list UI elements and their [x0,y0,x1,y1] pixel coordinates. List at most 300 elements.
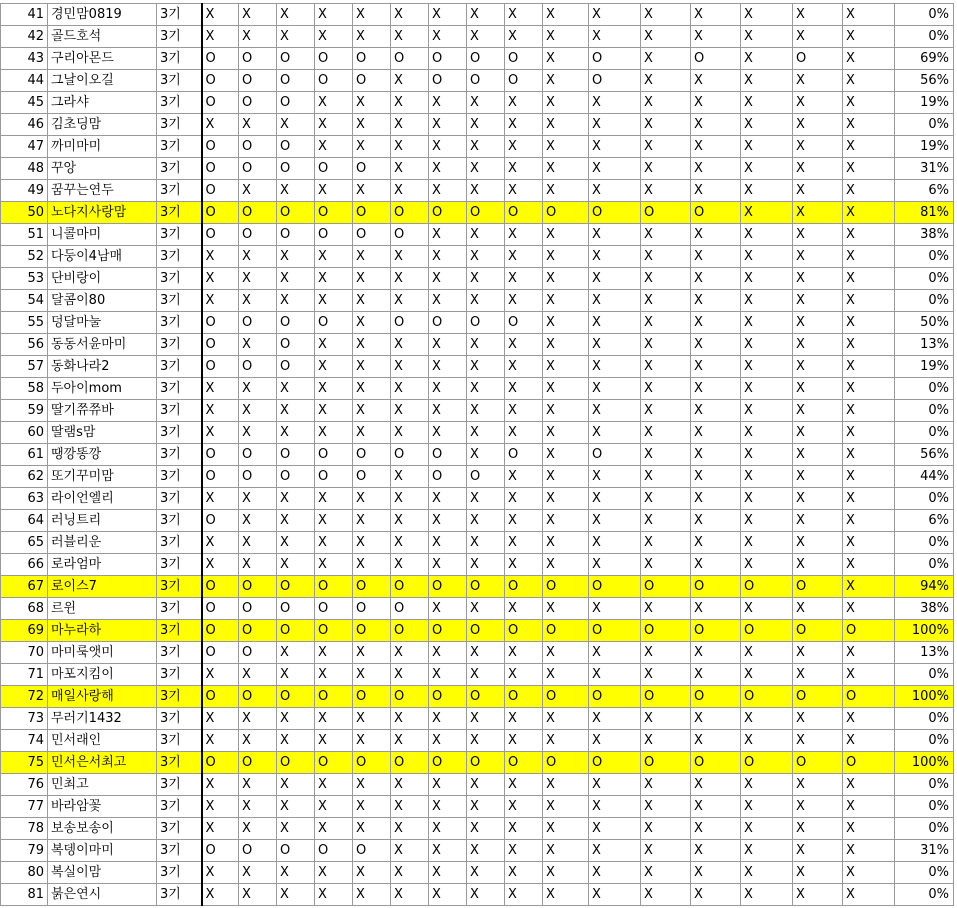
attendance-rate-cell[interactable]: 81% [895,202,954,224]
attendance-mark-cell[interactable]: X [391,158,429,180]
attendance-mark-cell[interactable]: O [353,598,391,620]
attendance-mark-cell[interactable]: X [391,730,429,752]
nickname-cell[interactable]: 꿈꾸는연두 [48,180,157,202]
attendance-mark-cell[interactable]: X [543,862,589,884]
generation-cell[interactable]: 3기 [157,70,202,92]
attendance-mark-cell[interactable]: X [741,356,793,378]
row-number-cell[interactable]: 50 [1,202,48,224]
attendance-mark-cell[interactable]: X [641,884,691,906]
attendance-mark-cell[interactable]: O [239,576,277,598]
attendance-mark-cell[interactable]: X [239,334,277,356]
nickname-cell[interactable]: 그날이오길 [48,70,157,92]
nickname-cell[interactable]: 복실이맘 [48,862,157,884]
attendance-mark-cell[interactable]: X [543,488,589,510]
attendance-mark-cell[interactable]: O [543,576,589,598]
attendance-mark-cell[interactable]: X [641,136,691,158]
attendance-mark-cell[interactable]: O [793,620,843,642]
attendance-mark-cell[interactable]: X [741,510,793,532]
attendance-mark-cell[interactable]: X [793,92,843,114]
attendance-mark-cell[interactable]: O [429,576,467,598]
attendance-mark-cell[interactable]: X [691,400,741,422]
nickname-cell[interactable]: 골드호석 [48,26,157,48]
nickname-cell[interactable]: 바라암꽃 [48,796,157,818]
attendance-mark-cell[interactable]: X [589,532,641,554]
generation-cell[interactable]: 3기 [157,202,202,224]
attendance-mark-cell[interactable]: X [589,840,641,862]
attendance-mark-cell[interactable]: X [843,356,895,378]
attendance-mark-cell[interactable]: X [202,884,239,906]
row-number-cell[interactable]: 51 [1,224,48,246]
nickname-cell[interactable]: 라이언엘리 [48,488,157,510]
generation-cell[interactable]: 3기 [157,752,202,774]
attendance-mark-cell[interactable]: X [741,444,793,466]
attendance-mark-cell[interactable]: X [391,554,429,576]
attendance-mark-cell[interactable]: O [589,444,641,466]
attendance-mark-cell[interactable]: X [429,664,467,686]
attendance-mark-cell[interactable]: X [543,884,589,906]
attendance-mark-cell[interactable]: O [543,752,589,774]
attendance-mark-cell[interactable]: O [239,92,277,114]
attendance-mark-cell[interactable]: X [543,312,589,334]
attendance-mark-cell[interactable]: O [467,312,505,334]
attendance-mark-cell[interactable]: X [467,862,505,884]
attendance-mark-cell[interactable]: X [741,466,793,488]
attendance-mark-cell[interactable]: O [467,48,505,70]
attendance-mark-cell[interactable]: X [505,224,543,246]
attendance-mark-cell[interactable]: O [391,312,429,334]
attendance-mark-cell[interactable]: X [691,708,741,730]
attendance-mark-cell[interactable]: X [391,642,429,664]
nickname-cell[interactable]: 마누라하 [48,620,157,642]
row-number-cell[interactable]: 61 [1,444,48,466]
row-number-cell[interactable]: 47 [1,136,48,158]
attendance-mark-cell[interactable]: O [589,620,641,642]
attendance-rate-cell[interactable]: 0% [895,862,954,884]
attendance-mark-cell[interactable]: O [239,642,277,664]
attendance-mark-cell[interactable]: O [391,576,429,598]
attendance-mark-cell[interactable]: X [543,840,589,862]
attendance-mark-cell[interactable]: X [315,114,353,136]
attendance-mark-cell[interactable]: O [239,840,277,862]
attendance-mark-cell[interactable]: X [467,246,505,268]
attendance-mark-cell[interactable]: O [239,70,277,92]
attendance-mark-cell[interactable]: O [277,334,315,356]
attendance-mark-cell[interactable]: X [239,862,277,884]
generation-cell[interactable]: 3기 [157,268,202,290]
attendance-mark-cell[interactable]: X [429,158,467,180]
attendance-mark-cell[interactable]: X [467,224,505,246]
attendance-mark-cell[interactable]: O [691,576,741,598]
attendance-mark-cell[interactable]: X [843,818,895,840]
attendance-mark-cell[interactable]: X [843,840,895,862]
attendance-mark-cell[interactable]: X [353,708,391,730]
attendance-mark-cell[interactable]: X [543,818,589,840]
attendance-mark-cell[interactable]: O [315,48,353,70]
attendance-mark-cell[interactable]: O [391,752,429,774]
attendance-mark-cell[interactable]: X [641,268,691,290]
attendance-mark-cell[interactable]: X [239,884,277,906]
attendance-mark-cell[interactable]: X [391,246,429,268]
attendance-mark-cell[interactable]: X [505,862,543,884]
attendance-mark-cell[interactable]: X [239,708,277,730]
attendance-mark-cell[interactable]: O [429,444,467,466]
attendance-mark-cell[interactable]: X [843,532,895,554]
attendance-mark-cell[interactable]: X [589,598,641,620]
attendance-mark-cell[interactable]: X [641,488,691,510]
attendance-mark-cell[interactable]: O [467,70,505,92]
attendance-mark-cell[interactable]: X [691,334,741,356]
attendance-mark-cell[interactable]: X [589,422,641,444]
row-number-cell[interactable]: 41 [1,4,48,26]
attendance-mark-cell[interactable]: O [277,840,315,862]
attendance-mark-cell[interactable]: X [741,818,793,840]
attendance-mark-cell[interactable]: X [353,554,391,576]
attendance-mark-cell[interactable]: X [353,774,391,796]
attendance-mark-cell[interactable]: X [429,4,467,26]
attendance-mark-cell[interactable]: O [277,202,315,224]
attendance-mark-cell[interactable]: O [315,620,353,642]
attendance-mark-cell[interactable]: X [315,642,353,664]
generation-cell[interactable]: 3기 [157,48,202,70]
attendance-mark-cell[interactable]: O [793,752,843,774]
attendance-mark-cell[interactable]: O [505,444,543,466]
attendance-mark-cell[interactable]: X [353,312,391,334]
attendance-rate-cell[interactable]: 0% [895,708,954,730]
attendance-mark-cell[interactable]: X [843,774,895,796]
nickname-cell[interactable]: 노다지사랑맘 [48,202,157,224]
attendance-mark-cell[interactable]: X [741,642,793,664]
nickname-cell[interactable]: 달콤이80 [48,290,157,312]
attendance-mark-cell[interactable]: X [391,114,429,136]
attendance-mark-cell[interactable]: X [543,246,589,268]
row-number-cell[interactable]: 55 [1,312,48,334]
attendance-mark-cell[interactable]: X [843,246,895,268]
attendance-mark-cell[interactable]: X [391,378,429,400]
row-number-cell[interactable]: 68 [1,598,48,620]
attendance-mark-cell[interactable]: X [353,378,391,400]
attendance-mark-cell[interactable]: X [505,642,543,664]
attendance-mark-cell[interactable]: X [741,774,793,796]
attendance-mark-cell[interactable]: X [793,224,843,246]
attendance-mark-cell[interactable]: O [277,576,315,598]
attendance-mark-cell[interactable]: X [467,884,505,906]
attendance-mark-cell[interactable]: X [691,246,741,268]
attendance-mark-cell[interactable]: X [589,334,641,356]
attendance-mark-cell[interactable]: X [641,862,691,884]
attendance-mark-cell[interactable]: X [202,4,239,26]
attendance-rate-cell[interactable]: 94% [895,576,954,598]
attendance-mark-cell[interactable]: X [353,488,391,510]
attendance-mark-cell[interactable]: X [277,114,315,136]
attendance-mark-cell[interactable]: X [467,114,505,136]
attendance-mark-cell[interactable]: X [467,268,505,290]
generation-cell[interactable]: 3기 [157,840,202,862]
attendance-mark-cell[interactable]: X [843,334,895,356]
generation-cell[interactable]: 3기 [157,774,202,796]
attendance-mark-cell[interactable]: X [543,334,589,356]
attendance-mark-cell[interactable]: X [429,26,467,48]
attendance-mark-cell[interactable]: X [353,180,391,202]
attendance-mark-cell[interactable]: O [589,752,641,774]
attendance-mark-cell[interactable]: X [277,510,315,532]
attendance-mark-cell[interactable]: X [843,48,895,70]
attendance-mark-cell[interactable]: X [691,554,741,576]
attendance-mark-cell[interactable]: X [793,180,843,202]
attendance-mark-cell[interactable]: O [277,92,315,114]
attendance-rate-cell[interactable]: 0% [895,378,954,400]
attendance-mark-cell[interactable]: X [467,796,505,818]
attendance-mark-cell[interactable]: X [315,334,353,356]
attendance-mark-cell[interactable]: X [691,92,741,114]
attendance-mark-cell[interactable]: O [202,686,239,708]
nickname-cell[interactable]: 땡깡똥깡 [48,444,157,466]
attendance-mark-cell[interactable]: X [793,642,843,664]
attendance-mark-cell[interactable]: X [429,532,467,554]
attendance-mark-cell[interactable]: X [843,400,895,422]
attendance-mark-cell[interactable]: X [589,884,641,906]
attendance-mark-cell[interactable]: O [277,444,315,466]
nickname-cell[interactable]: 르윈 [48,598,157,620]
attendance-mark-cell[interactable]: X [641,334,691,356]
attendance-mark-cell[interactable]: O [239,620,277,642]
attendance-mark-cell[interactable]: O [391,224,429,246]
attendance-mark-cell[interactable]: X [793,532,843,554]
attendance-mark-cell[interactable]: O [793,686,843,708]
attendance-rate-cell[interactable]: 13% [895,642,954,664]
attendance-mark-cell[interactable]: X [202,862,239,884]
attendance-mark-cell[interactable]: O [543,620,589,642]
attendance-mark-cell[interactable]: X [429,92,467,114]
attendance-mark-cell[interactable]: X [741,796,793,818]
attendance-mark-cell[interactable]: X [391,70,429,92]
attendance-mark-cell[interactable]: X [543,378,589,400]
attendance-mark-cell[interactable]: X [641,708,691,730]
attendance-mark-cell[interactable]: X [641,642,691,664]
attendance-mark-cell[interactable]: X [589,488,641,510]
attendance-mark-cell[interactable]: X [505,818,543,840]
attendance-rate-cell[interactable]: 13% [895,334,954,356]
attendance-mark-cell[interactable]: X [691,488,741,510]
attendance-rate-cell[interactable]: 19% [895,136,954,158]
attendance-mark-cell[interactable]: X [641,224,691,246]
attendance-mark-cell[interactable]: O [467,752,505,774]
attendance-mark-cell[interactable]: O [741,620,793,642]
attendance-mark-cell[interactable]: X [505,774,543,796]
attendance-mark-cell[interactable]: X [429,598,467,620]
nickname-cell[interactable]: 로이스7 [48,576,157,598]
attendance-rate-cell[interactable]: 100% [895,620,954,642]
row-number-cell[interactable]: 67 [1,576,48,598]
row-number-cell[interactable]: 59 [1,400,48,422]
attendance-mark-cell[interactable]: O [641,686,691,708]
attendance-mark-cell[interactable]: X [239,378,277,400]
attendance-mark-cell[interactable]: X [429,862,467,884]
attendance-mark-cell[interactable]: X [843,488,895,510]
attendance-mark-cell[interactable]: X [239,532,277,554]
attendance-mark-cell[interactable]: O [202,598,239,620]
nickname-cell[interactable]: 매일사랑해 [48,686,157,708]
attendance-mark-cell[interactable]: X [239,510,277,532]
attendance-mark-cell[interactable]: X [741,884,793,906]
attendance-mark-cell[interactable]: X [315,532,353,554]
attendance-mark-cell[interactable]: X [505,708,543,730]
attendance-rate-cell[interactable]: 0% [895,4,954,26]
attendance-mark-cell[interactable]: X [793,862,843,884]
attendance-mark-cell[interactable]: X [843,114,895,136]
attendance-mark-cell[interactable]: X [467,158,505,180]
row-number-cell[interactable]: 72 [1,686,48,708]
attendance-mark-cell[interactable]: O [641,752,691,774]
attendance-mark-cell[interactable]: X [589,356,641,378]
attendance-mark-cell[interactable]: X [467,532,505,554]
attendance-mark-cell[interactable]: O [239,202,277,224]
attendance-rate-cell[interactable]: 19% [895,356,954,378]
generation-cell[interactable]: 3기 [157,686,202,708]
attendance-rate-cell[interactable]: 38% [895,224,954,246]
attendance-mark-cell[interactable]: X [691,884,741,906]
attendance-mark-cell[interactable]: O [315,598,353,620]
row-number-cell[interactable]: 69 [1,620,48,642]
generation-cell[interactable]: 3기 [157,554,202,576]
attendance-mark-cell[interactable]: O [589,686,641,708]
attendance-mark-cell[interactable]: X [641,378,691,400]
attendance-mark-cell[interactable]: O [202,224,239,246]
row-number-cell[interactable]: 60 [1,422,48,444]
attendance-mark-cell[interactable]: X [741,378,793,400]
attendance-mark-cell[interactable]: X [467,136,505,158]
nickname-cell[interactable]: 로라엄마 [48,554,157,576]
attendance-mark-cell[interactable]: X [741,334,793,356]
attendance-mark-cell[interactable]: X [843,796,895,818]
attendance-mark-cell[interactable]: X [315,422,353,444]
attendance-mark-cell[interactable]: X [543,708,589,730]
attendance-mark-cell[interactable]: X [505,378,543,400]
attendance-mark-cell[interactable]: O [429,202,467,224]
generation-cell[interactable]: 3기 [157,334,202,356]
attendance-mark-cell[interactable]: O [239,444,277,466]
attendance-mark-cell[interactable]: X [315,664,353,686]
attendance-mark-cell[interactable]: O [391,48,429,70]
attendance-rate-cell[interactable]: 6% [895,510,954,532]
attendance-mark-cell[interactable]: X [315,246,353,268]
nickname-cell[interactable]: 딸램s맘 [48,422,157,444]
row-number-cell[interactable]: 44 [1,70,48,92]
attendance-mark-cell[interactable]: O [691,48,741,70]
attendance-mark-cell[interactable]: X [793,818,843,840]
attendance-rate-cell[interactable]: 56% [895,70,954,92]
attendance-mark-cell[interactable]: O [315,752,353,774]
attendance-mark-cell[interactable]: X [741,862,793,884]
generation-cell[interactable]: 3기 [157,92,202,114]
attendance-mark-cell[interactable]: X [239,554,277,576]
attendance-mark-cell[interactable]: X [691,378,741,400]
attendance-mark-cell[interactable]: X [239,664,277,686]
attendance-mark-cell[interactable]: O [277,224,315,246]
attendance-mark-cell[interactable]: X [543,796,589,818]
attendance-mark-cell[interactable]: X [315,884,353,906]
attendance-mark-cell[interactable]: X [691,422,741,444]
attendance-mark-cell[interactable]: X [505,246,543,268]
attendance-mark-cell[interactable]: X [741,246,793,268]
attendance-mark-cell[interactable]: O [315,840,353,862]
attendance-mark-cell[interactable]: X [467,642,505,664]
attendance-mark-cell[interactable]: X [505,114,543,136]
attendance-mark-cell[interactable]: X [315,4,353,26]
attendance-mark-cell[interactable]: X [543,642,589,664]
attendance-mark-cell[interactable]: O [793,48,843,70]
attendance-mark-cell[interactable]: X [239,290,277,312]
attendance-mark-cell[interactable]: X [277,884,315,906]
attendance-mark-cell[interactable]: X [429,290,467,312]
attendance-mark-cell[interactable]: X [239,4,277,26]
attendance-mark-cell[interactable]: X [239,180,277,202]
attendance-mark-cell[interactable]: X [202,290,239,312]
attendance-mark-cell[interactable]: O [353,576,391,598]
attendance-mark-cell[interactable]: X [793,312,843,334]
nickname-cell[interactable]: 또기꾸미맘 [48,466,157,488]
attendance-mark-cell[interactable]: X [505,664,543,686]
attendance-mark-cell[interactable]: X [467,444,505,466]
attendance-mark-cell[interactable]: X [315,268,353,290]
attendance-mark-cell[interactable]: X [741,554,793,576]
attendance-mark-cell[interactable]: X [277,554,315,576]
attendance-mark-cell[interactable]: X [391,818,429,840]
attendance-mark-cell[interactable]: X [239,422,277,444]
attendance-mark-cell[interactable]: X [641,290,691,312]
attendance-mark-cell[interactable]: X [202,268,239,290]
attendance-mark-cell[interactable]: X [277,180,315,202]
attendance-mark-cell[interactable]: O [467,202,505,224]
attendance-mark-cell[interactable]: X [641,664,691,686]
attendance-rate-cell[interactable]: 56% [895,444,954,466]
attendance-mark-cell[interactable]: X [467,598,505,620]
attendance-mark-cell[interactable]: O [429,312,467,334]
attendance-mark-cell[interactable]: X [543,224,589,246]
attendance-mark-cell[interactable]: X [202,532,239,554]
generation-cell[interactable]: 3기 [157,510,202,532]
attendance-mark-cell[interactable]: O [691,620,741,642]
attendance-mark-cell[interactable]: X [843,598,895,620]
attendance-mark-cell[interactable]: X [589,642,641,664]
attendance-mark-cell[interactable]: X [315,180,353,202]
attendance-rate-cell[interactable]: 100% [895,752,954,774]
attendance-mark-cell[interactable]: X [793,598,843,620]
attendance-mark-cell[interactable]: X [741,268,793,290]
attendance-mark-cell[interactable]: X [391,180,429,202]
attendance-mark-cell[interactable]: O [843,752,895,774]
attendance-mark-cell[interactable]: X [391,92,429,114]
attendance-mark-cell[interactable]: X [641,422,691,444]
attendance-mark-cell[interactable]: O [843,686,895,708]
attendance-mark-cell[interactable]: O [641,620,691,642]
attendance-mark-cell[interactable]: X [467,730,505,752]
attendance-mark-cell[interactable]: X [793,268,843,290]
attendance-mark-cell[interactable]: X [277,708,315,730]
attendance-mark-cell[interactable]: X [691,730,741,752]
attendance-mark-cell[interactable]: X [543,268,589,290]
row-number-cell[interactable]: 45 [1,92,48,114]
attendance-mark-cell[interactable]: X [793,774,843,796]
attendance-mark-cell[interactable]: X [589,554,641,576]
attendance-mark-cell[interactable]: X [793,884,843,906]
attendance-mark-cell[interactable]: X [353,862,391,884]
attendance-mark-cell[interactable]: X [467,664,505,686]
attendance-mark-cell[interactable]: X [543,444,589,466]
attendance-mark-cell[interactable]: O [239,466,277,488]
attendance-mark-cell[interactable]: X [641,840,691,862]
attendance-mark-cell[interactable]: X [239,246,277,268]
attendance-mark-cell[interactable]: X [239,26,277,48]
